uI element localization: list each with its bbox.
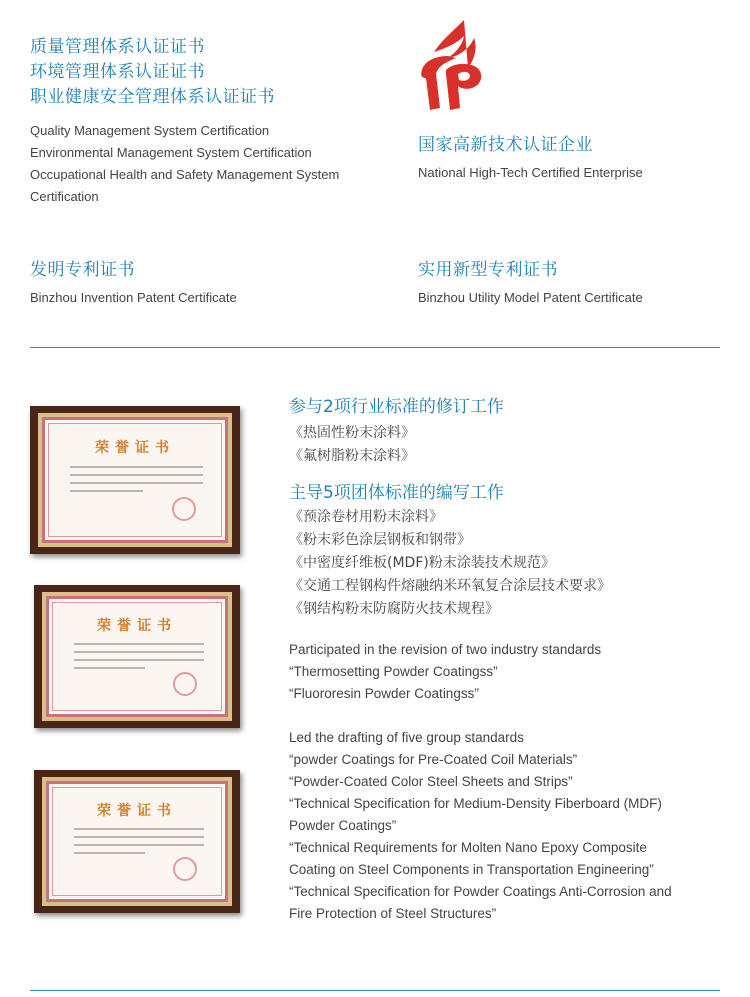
drafting-item: 《交通工程钢构件熔融纳米环氧复合涂层技术要求》 — [289, 578, 611, 594]
en-drafting-line: “Technical Requirements for Molten Nano Epoxy Composite — [289, 840, 647, 855]
en-revision-line: “Thermosetting Powder Coatingss” — [289, 664, 498, 679]
hightech-en-title: National High-Tech Certified Enterprise — [418, 165, 643, 180]
honor-certificate-image — [34, 770, 240, 913]
drafting-section — [289, 480, 729, 621]
revision-item: 《氟树脂粉末涂料》 — [289, 448, 415, 464]
honor-certificate-image — [30, 406, 240, 554]
seal-icon — [173, 857, 197, 881]
en-drafting-line: Led the drafting of five group standards — [289, 730, 524, 745]
invention-patent-cn: 发明专利证书 — [30, 260, 135, 280]
drafting-item: 《钢结构粉末防腐防火技术规程》 — [289, 601, 499, 617]
cn-title-environment: 环境管理体系认证证书 — [30, 62, 205, 82]
drafting-item: 《预涂卷材用粉末涂料》 — [289, 509, 443, 525]
en-line-quality: Quality Management System Certification — [30, 123, 270, 138]
en-drafting-line: “Powder-Coated Color Steel Sheets and Strips” — [289, 774, 573, 789]
revision-section — [289, 394, 729, 468]
en-drafting-line: Powder Coatings” — [289, 818, 397, 833]
certificate-heading: 荣誉证书 — [97, 618, 177, 635]
en-drafting-line: “Technical Specification for Medium-Density Fiberboard (MDF) — [289, 796, 662, 811]
en-drafting-line: “powder Coatings for Pre-Coated Coil Materials” — [289, 752, 578, 767]
invention-patent-en: Binzhou Invention Patent Certificate — [30, 290, 237, 305]
en-revision-line: “Fluororesin Powder Coatingss” — [289, 686, 479, 701]
utility-patent-en: Binzhou Utility Model Patent Certificate — [418, 290, 643, 305]
drafting-item: 《中密度纤维板(MDF)粉末涂装技术规范》 — [289, 555, 555, 571]
hightech-cn-title: 国家高新技术认证企业 — [418, 135, 593, 155]
cn-title-quality: 质量管理体系认证证书 — [30, 37, 205, 57]
certificate-heading: 荣誉证书 — [95, 439, 175, 456]
en-drafting-line: Fire Protection of Steel Structures” — [289, 906, 497, 921]
en-line-occupational: Occupational Health and Safety Management System — [30, 167, 340, 182]
revision-item: 《热固性粉末涂料》 — [289, 425, 415, 441]
en-revision-section — [289, 639, 729, 705]
invention-patent — [30, 258, 390, 309]
drafting-item: 《粉末彩色涂层钢板和钢带》 — [289, 532, 471, 548]
seal-icon — [173, 672, 197, 696]
en-drafting-line: “Technical Specification for Powder Coatings Anti-Corrosion and — [289, 884, 672, 899]
honor-certificate-image — [34, 585, 240, 728]
seal-icon — [172, 497, 196, 521]
en-drafting-line: Coating on Steel Components in Transportation Engineering” — [289, 862, 654, 877]
management-certifications — [30, 35, 400, 208]
en-line-environment: Environmental Management System Certification — [30, 145, 312, 160]
en-certifications — [30, 120, 400, 208]
section-divider-bottom — [30, 990, 720, 991]
drafting-title: 主导5项团体标准的编写工作 — [289, 483, 504, 503]
cn-title-occupational: 职业健康安全管理体系认证证书 — [30, 87, 275, 107]
en-revision-line: Participated in the revision of two industry standards — [289, 642, 602, 657]
en-drafting-section — [289, 727, 729, 925]
section-divider-top — [30, 347, 720, 348]
standards-section — [289, 394, 729, 925]
certificate-heading: 荣誉证书 — [97, 803, 177, 820]
en-line-certification: Certification — [30, 189, 99, 204]
utility-patent — [418, 258, 738, 309]
high-tech-enterprise — [418, 133, 738, 184]
revision-title: 参与2项行业标准的修订工作 — [289, 397, 504, 417]
high-tech-enterprise-flame-logo-icon — [412, 18, 490, 113]
utility-patent-cn: 实用新型专利证书 — [418, 260, 558, 280]
